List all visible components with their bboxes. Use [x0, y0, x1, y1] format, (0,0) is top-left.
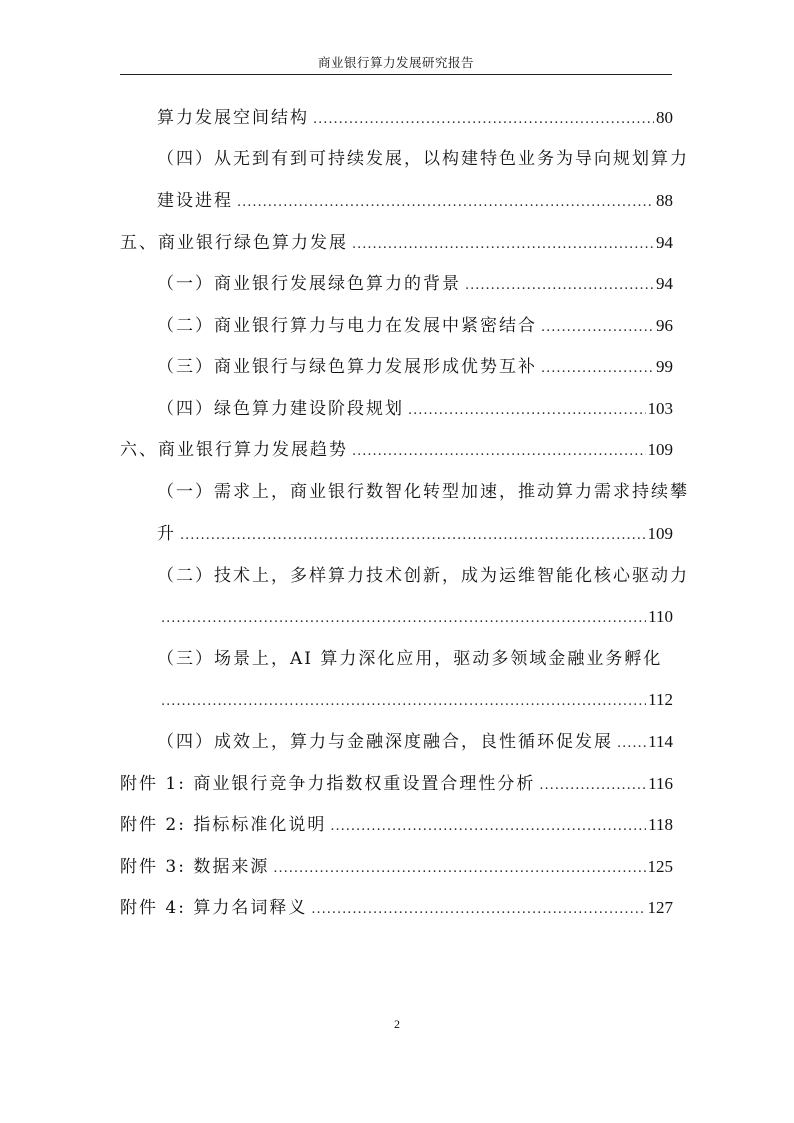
toc-entry-title[interactable]: （二）技术上，多样算力技术创新，成为运维智能化核心驱动力 [157, 566, 689, 586]
toc-leader [539, 775, 646, 797]
toc-leader [180, 525, 646, 547]
toc-entry-title[interactable]: （三）场景上，AI 算力深化应用，驱动多领域金融业务孵化 [157, 649, 663, 669]
toc-entry-page: 94 [656, 274, 673, 293]
toc-entry-page: 116 [648, 774, 673, 793]
toc-entry[interactable] [120, 439, 673, 463]
toc-entry-title: （四）成效上，算力与金融深度融合，良性循环促发展 [157, 732, 613, 752]
toc-leader [617, 733, 646, 755]
toc-entry-page: 99 [656, 357, 673, 376]
header-rule [120, 74, 672, 75]
running-header: 商业银行算力发展研究报告 [317, 55, 474, 70]
toc-leader [465, 275, 654, 297]
toc-leader [352, 234, 654, 256]
toc-entry[interactable] [157, 523, 673, 547]
toc-entry-page: 118 [648, 815, 673, 834]
toc-entry[interactable] [157, 356, 673, 380]
toc-entry-page: 109 [647, 524, 673, 543]
toc-entry[interactable] [120, 856, 673, 880]
toc-leader [311, 899, 645, 921]
toc-entry[interactable] [157, 315, 673, 339]
toc-entry-page: 109 [647, 440, 673, 459]
toc-entry-page: 96 [656, 316, 673, 335]
toc-entry-title: （一）商业银行发展绿色算力的背景 [157, 274, 461, 294]
toc-entry[interactable] [120, 814, 673, 838]
toc-entry-page: 88 [656, 191, 673, 210]
toc-entry-title[interactable]: （四）从无到有到可持续发展，以构建特色业务为导向规划算力 [157, 149, 689, 169]
toc-leader [541, 317, 654, 339]
toc-entry-page: 103 [647, 399, 673, 418]
toc-entry-title: （四）绿色算力建设阶段规划 [157, 399, 404, 419]
toc-entry-title: 升 [157, 524, 176, 544]
toc-entry-title: 六、商业银行算力发展趋势 [120, 440, 348, 460]
toc-entry-title: 算力发展空间结构 [157, 108, 309, 128]
toc-leader [541, 358, 654, 380]
toc-leader [408, 400, 646, 422]
toc-entry-page: 114 [648, 732, 673, 751]
toc-entry[interactable] [157, 398, 673, 422]
toc-entry-title: （三）商业银行与绿色算力发展形成优势互补 [157, 357, 537, 377]
toc-leader [273, 858, 645, 880]
page-number: 2 [394, 1017, 400, 1031]
toc-entry[interactable] [157, 107, 673, 131]
toc-entry-page: 110 [648, 607, 673, 626]
toc-leader [161, 608, 646, 630]
toc-leader [352, 441, 646, 463]
toc-leader [161, 691, 646, 713]
toc-leader [330, 816, 646, 838]
toc-entry-page: 125 [647, 857, 673, 876]
toc-entry-page: 127 [647, 898, 673, 917]
toc-entry[interactable] [157, 190, 673, 214]
toc-entry-title: （二）商业银行算力与电力在发展中紧密结合 [157, 316, 537, 336]
toc-entry[interactable] [157, 606, 673, 630]
toc-entry-title: 附件 4: 算力名词释义 [120, 898, 308, 918]
toc-entry-page: 112 [648, 690, 673, 709]
toc-entry[interactable] [120, 773, 673, 797]
toc-entry-page: 80 [656, 108, 673, 127]
toc-entry-page: 94 [656, 233, 673, 252]
toc-entry[interactable] [157, 273, 673, 297]
toc-entry-title: 附件 2: 指标标准化说明 [120, 815, 327, 835]
toc-entry-title[interactable]: （一）需求上，商业银行数智化转型加速，推动算力需求持续攀 [157, 482, 689, 502]
toc-entry[interactable] [120, 232, 673, 256]
toc-entry-title: 附件 1: 商业银行竞争力指数权重设置合理性分析 [120, 774, 536, 794]
toc-leader [237, 192, 654, 214]
toc-entry-title: 五、商业银行绿色算力发展 [120, 233, 348, 253]
toc-entry[interactable] [157, 731, 673, 755]
toc-entry-title: 建设进程 [157, 191, 233, 211]
toc-entry[interactable] [120, 897, 673, 921]
toc-leader [313, 109, 654, 131]
toc-entry[interactable] [157, 689, 673, 713]
toc-entry-title: 附件 3: 数据来源 [120, 857, 270, 877]
